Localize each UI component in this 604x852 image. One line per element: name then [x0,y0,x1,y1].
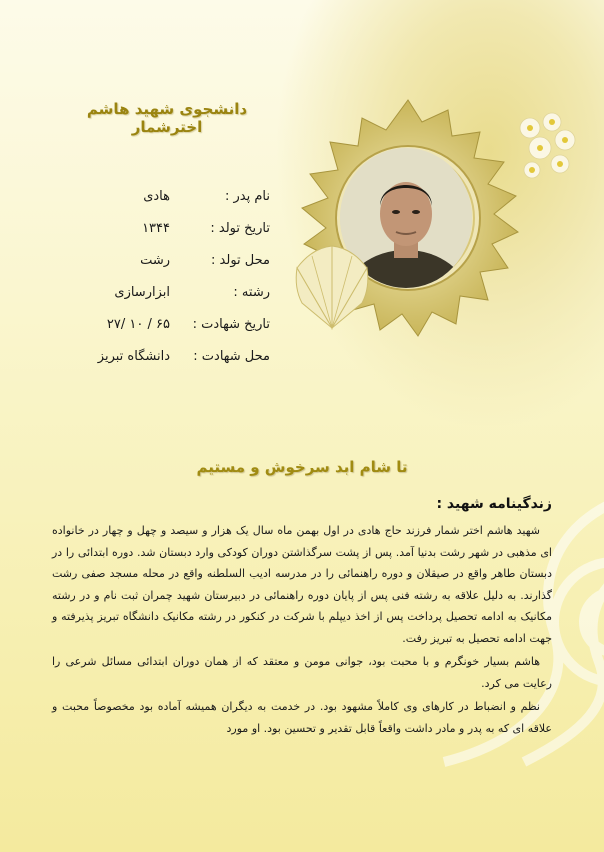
info-label: محل تولد : [211,252,270,268]
info-value: ابزارسازی [114,284,170,300]
bio-paragraph: شهید هاشم اختر شمار فرزند حاج هادی در اول بهمن ماه سال یک هزار و سیصد و چهل و چهار در خانواده ای مذهبی در شهر رشت بدنیا آمد. پس از پشت سرگذاشتن دوران کودکی وارد دبستان شد. دوره ابتدائی را در دبستان طاهر واقع در صیقلان و دوره راهنمائی را در مدرسه ادیب السلطنه واقع در محله مسجد صفی رشت گذارند. به دلیل علاقه به رشته فنی پس از پایان دوره راهنمائی در دبیرستان شهید چمران ثبت نام و در رشته مکانیک به ادامه تحصیل پرداخت پس از اخذ دیپلم با شرکت در کنکور در رشته مکانیک دانشگاه تبریز پذیرفته و جهت ادامه تحصیل به تبریز رفت. [52,524,552,645]
fan-flower-icon [292,228,372,338]
info-value: رشت [140,252,170,268]
info-label: تاریخ شهادت : [192,316,270,332]
bio-paragraph: نظم و انضباط در کارهای وی کاملاً مشهود بود. در خدمت به دیگران همیشه آماده بود مخصوصاً محبت و علاقه ای که به پدر و مادر داشت واقعاً قابل تقدیر و تحسین بود. او مورد [52,700,552,735]
info-label: رشته : [233,284,270,300]
info-label: محل شهادت : [193,348,270,364]
info-value: دانشگاه تبریز [97,348,170,364]
slogan: تا شام ابد سرخوش و مستیم [196,458,408,476]
bio-text [52,520,552,741]
info-row-martyrdom-place [55,340,270,372]
flowers-icon [510,108,580,188]
info-label: تاریخ تولد : [210,220,270,236]
info-value: ۶۵ / ۱۰ /۲۷ [106,316,170,332]
info-row-martyrdom-date [55,308,270,340]
info-value: هادی [143,188,170,204]
bio-heading: زندگینامه شهید : [436,496,552,512]
info-value: ۱۳۴۴ [142,220,170,236]
info-list [55,180,270,372]
info-row-father [55,180,270,212]
info-row-birth-date [55,212,270,244]
info-row-field [55,276,270,308]
info-row-birth-place [55,244,270,276]
page-title: دانشجوی شهید هاشم اخترشمار [86,100,248,136]
bio-paragraph: هاشم بسیار خونگرم و با محبت بود، جوانی مومن و معتقد که از همان دوران ابتدائی مسائل شرعی را رعایت می کرد. [52,655,552,690]
info-label: نام پدر : [225,188,270,204]
